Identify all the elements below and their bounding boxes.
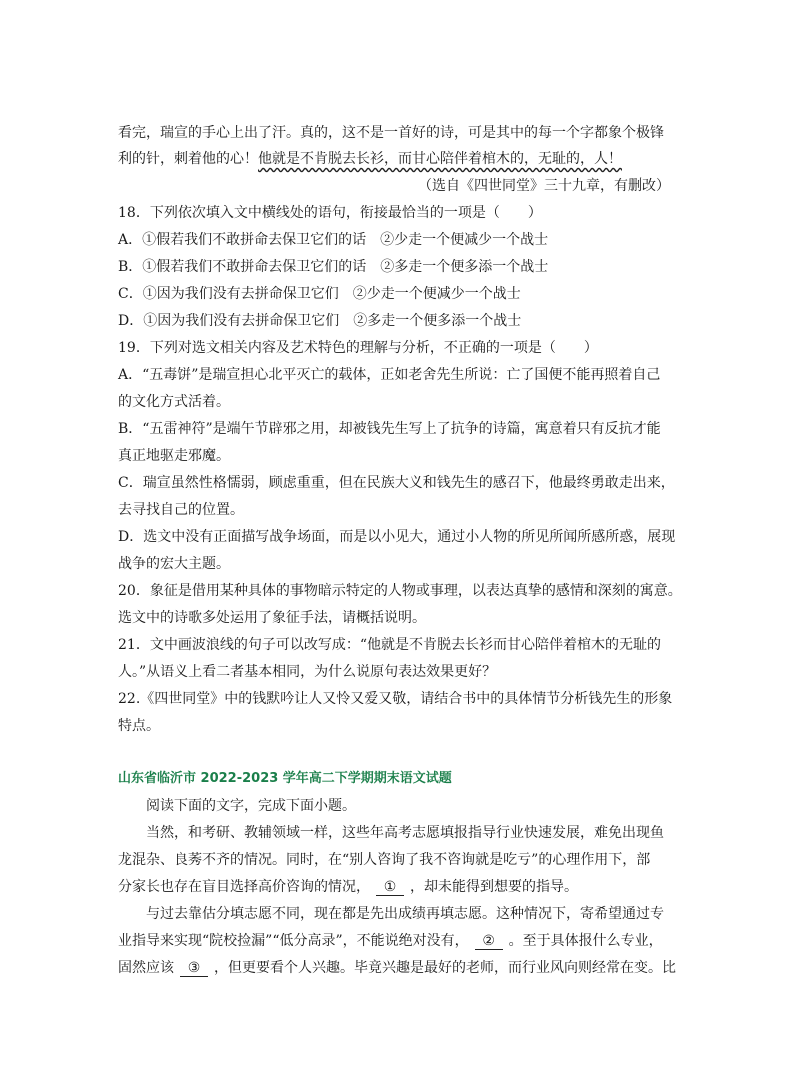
wavy-underlined-sentence: 他就是不肯脱去长衫，而甘心陪伴着棺木的，无耻的，人！ xyxy=(258,151,622,167)
question-19-option-b: B．“五雷神符”是端午节辟邪之用，却被钱先生写上了抗争的诗篇，寓意着只有反抗才能 xyxy=(118,421,661,437)
reading-instruction: 阅读下面的文字，完成下面小题。 xyxy=(146,798,356,814)
paragraph-text: ，但更要看个人兴趣。毕竟兴趣是最好的老师，而行业风向则经常在变。比 xyxy=(214,960,676,976)
question-22: 22.《四世同堂》中的钱默吟让人又怜又爱又敬，请结合书中的具体情节分析钱先生的形象 xyxy=(118,691,673,707)
paragraph-text: 。至于具体报什么专业， xyxy=(508,933,663,949)
paragraph-text: 分家长也存在盲目选择高价咨询的情况， xyxy=(118,879,370,895)
question-18-option-d xyxy=(118,312,678,330)
blank-1: ① xyxy=(376,879,404,896)
question-21: 21．文中画波浪线的句子可以改写成：“他就是不肯脱去长衫而甘心陪伴着棺木的无耻的 xyxy=(118,637,661,653)
option-part: B．①假若我们不敢拼命去保卫它们的话 xyxy=(118,259,367,275)
question-19-option-a-cont: 的文化方式活着。 xyxy=(118,394,230,410)
paragraph-line: 当然，和考研、教辅领域一样，这些年高考志愿填报指导行业快速发展，难免出现鱼 xyxy=(146,825,664,841)
paragraph-text: ，却未能得到想要的指导。 xyxy=(410,879,578,895)
passage-source: （选自《四世同堂》三十九章，有删改） xyxy=(418,178,670,194)
question-19-option-d: D．选文中没有正面描写战争场面，而是以小见大，通过小人物的所见所闻所感所惑，展现 xyxy=(118,529,676,545)
section-heading: 山东省临沂市 2022-2023 学年高二下学期期末语文试题 xyxy=(118,771,452,786)
question-21-cont: 人。”从语义上看二者基本相同，为什么说原句表达效果更好？ xyxy=(118,664,497,680)
paragraph-line xyxy=(118,932,678,950)
option-part: ②多走一个便多添一个战士 xyxy=(380,259,549,275)
question-20-cont: 选文中的诗歌多处运用了象征手法，请概括说明。 xyxy=(118,610,426,626)
paragraph-line xyxy=(118,878,678,896)
paragraph-line: 龙混杂、良莠不齐的情况。同时，在“别人咨询了我不咨询就是吃亏”的心理作用下，部 xyxy=(118,852,651,868)
question-19-option-b-cont: 真正地驱走邪魔。 xyxy=(118,448,230,464)
option-part: ②多走一个便多添一个战士 xyxy=(353,313,522,329)
option-part: D．①因为我们没有去拼命保卫它们 xyxy=(118,313,340,329)
question-19-option-a: A．“五毒饼”是瑞宣担心北平灭亡的载体，正如老舍先生所说：亡了国便不能再照着自己 xyxy=(118,367,661,383)
blank-3: ③ xyxy=(180,960,208,977)
option-part: C．①因为我们没有去拼命保卫它们 xyxy=(118,286,339,302)
question-19-option-c: C．瑞宣虽然性格懦弱，顾虑重重，但在民族大义和钱先生的感召下，他最终勇敢走出来， xyxy=(118,475,675,491)
option-part: ②少走一个便减少一个战士 xyxy=(380,232,549,248)
passage-line: 看完，瑞宣的手心上出了汗。真的，这不是一首好的诗，可是其中的每一个字都象个极锋 xyxy=(118,125,664,141)
question-18-option-b xyxy=(118,258,678,276)
question-18-option-c xyxy=(118,285,678,303)
question-20: 20．象征是借用某种具体的事物暗示特定的人物或事理，以表达真挚的感情和深刻的寓意。 xyxy=(118,583,682,599)
question-18-option-a xyxy=(118,231,678,249)
question-19-option-d-cont: 战争的宏大主题。 xyxy=(118,556,230,572)
option-part: A．①假若我们不敢拼命去保卫它们的话 xyxy=(118,232,367,248)
paragraph-text: 业指导来实现“院校捡漏”“低分高录”，不能说绝对没有， xyxy=(118,933,469,949)
blank-2: ② xyxy=(475,933,503,950)
question-22-cont: 特点。 xyxy=(118,718,160,734)
paragraph-line xyxy=(118,959,678,977)
passage-line xyxy=(118,150,678,168)
paragraph-line: 与过去靠估分填志愿不同，现在都是先出成绩再填志愿。这种情况下，寄希望通过专 xyxy=(146,906,664,922)
option-part: ②少走一个便减少一个战士 xyxy=(352,286,521,302)
question-18-stem: 18．下列依次填入文中横线处的语句，衔接最恰当的一项是（ ） xyxy=(118,205,542,221)
question-19-stem: 19．下列对选文相关内容及艺术特色的理解与分析，不正确的一项是（ ） xyxy=(118,340,598,356)
passage-text: 利的针，刺着他的心！ xyxy=(118,151,258,167)
paragraph-text: 固然应该 xyxy=(118,960,174,976)
question-19-option-c-cont: 去寻找自己的位置。 xyxy=(118,502,244,518)
